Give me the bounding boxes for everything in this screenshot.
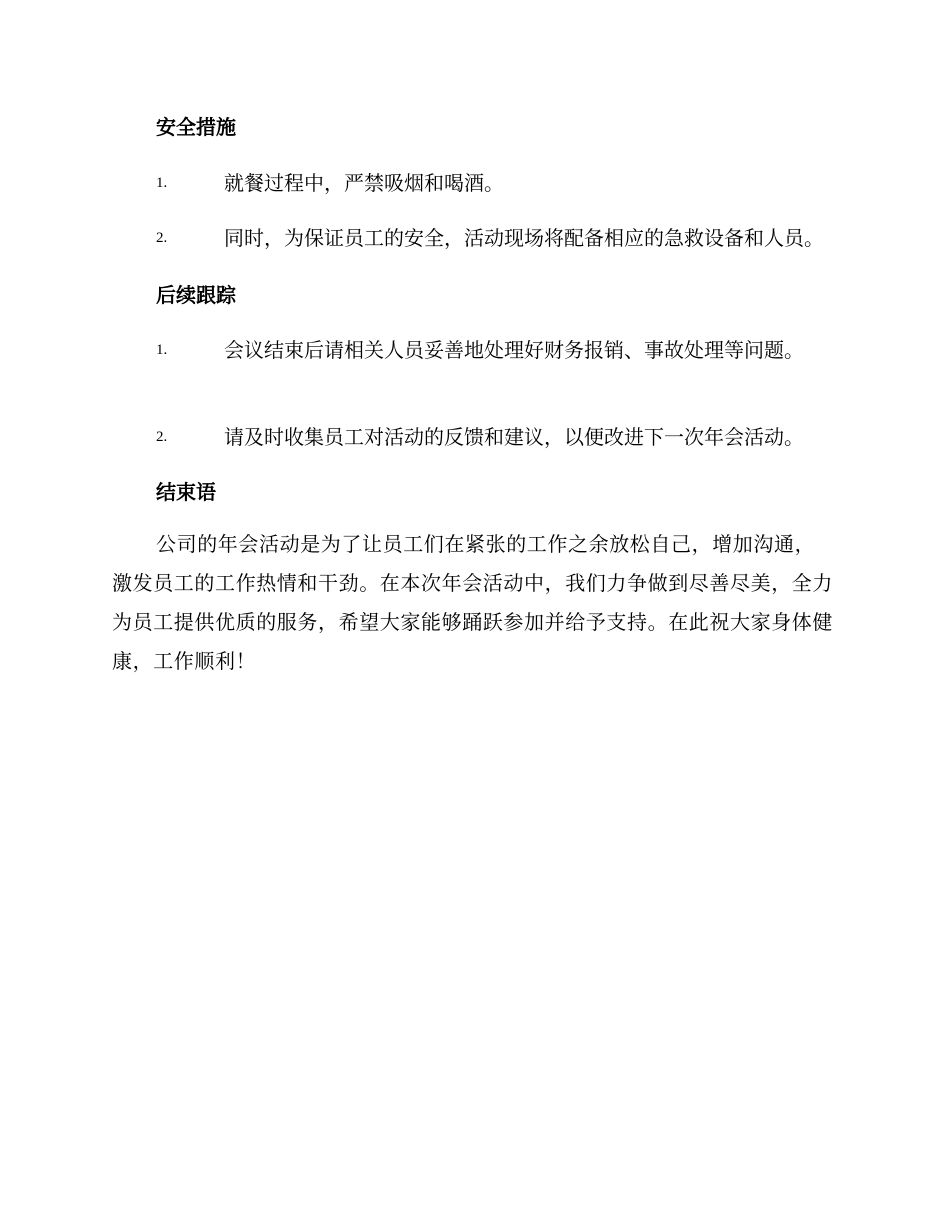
list-item-text: 就餐过程中，严禁吸烟和喝酒。 [224, 171, 504, 195]
section-heading-followup: 后续跟踪 [156, 283, 236, 307]
section-heading-safety: 安全措施 [156, 115, 236, 139]
list-item-text: 会议结束后请相关人员妥善地处理好财务报销、事故处理等问题。 [224, 338, 804, 362]
list-item [112, 163, 834, 203]
closing-paragraph: 公司的年会活动是为了让员工们在紧张的工作之余放松自己，增加沟通，激发员工的工作热情和干劲。在本次年会活动中，我们力争做到尽善尽美，全力为员工提供优质的服务，希望大家能够踊跃参加并给予支持。在此祝大家身体健康，工作顺利！ [112, 532, 833, 673]
document-page [112, 110, 834, 681]
list-item-text: 请及时收集员工对活动的反馈和建议，以便改进下一次年会活动。 [224, 425, 804, 449]
section-heading-closing: 结束语 [156, 480, 216, 504]
list-number: 1. [156, 342, 168, 358]
list-number: 1. [156, 175, 168, 191]
list-number: 2. [156, 230, 168, 246]
list-item [112, 218, 834, 258]
list-number: 2. [156, 429, 168, 445]
list-item [112, 417, 834, 457]
list-item-text: 同时，为保证员工的安全，活动现场将配备相应的急救设备和人员。 [224, 226, 824, 250]
list-item [112, 330, 834, 370]
